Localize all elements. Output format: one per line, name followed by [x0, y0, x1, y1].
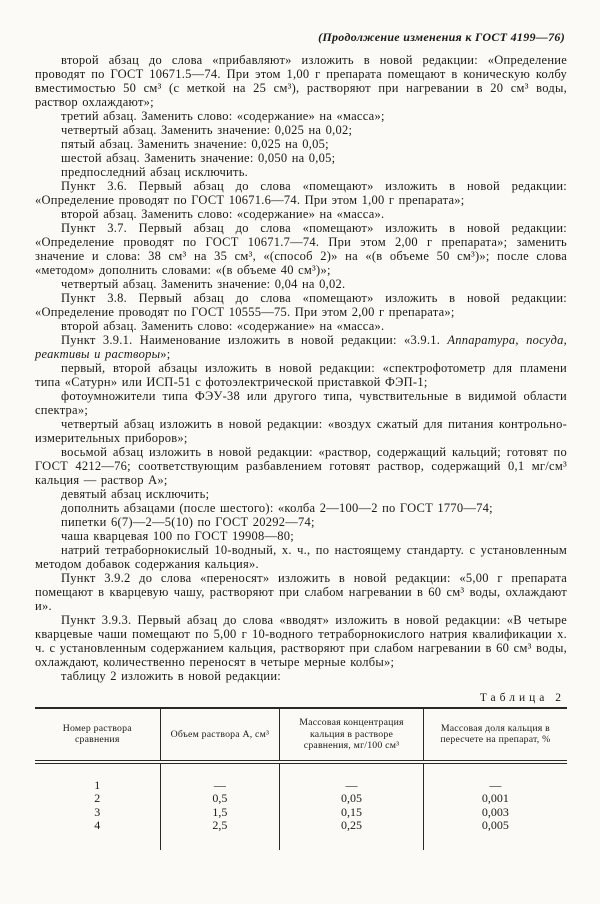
paragraph-text: Пункт 3.7. Первый абзац до слова «помещают» изложить в новой редакции: «Определение проводят по ГОСТ 10671.7—74. При этом 2,00 г препарата»; заменить значение и слова: 38 см³ на 35 см³, «(способ 2)» на «(в объеме 50 см³)»; после слова «методом» дополнить словами: «(в объеме 40 см³)»; [35, 221, 567, 277]
paragraph-text: Аппаратура, посуда, реактивы и растворы [35, 333, 567, 361]
table-cell: 0,003 [481, 804, 509, 819]
paragraph [35, 179, 567, 207]
paragraph [35, 529, 567, 543]
paragraph-text: пятый абзац. Заменить значение: 0,025 на 0,05; [61, 137, 329, 151]
paragraph-text: Пункт 3.8. Первый абзац до слова «помещают» изложить в новой редакции: «Определение проводят по ГОСТ 10555—75. При этом 2,00 г препарата»; [35, 291, 567, 319]
table-caption: Таблица 2 [479, 692, 565, 704]
table-spacer-row [35, 833, 567, 850]
paragraph-text: предпоследний абзац исключить. [61, 165, 249, 179]
table-header-cell: Массовая концентрация кальция в растворе сравнения, мг/100 см³ [280, 708, 424, 762]
table-cell: 4 [35, 819, 160, 833]
paragraph-text: шестой абзац. Заменить значение: 0,050 на 0,05; [61, 151, 336, 165]
paragraph [35, 487, 567, 501]
table-cell: 0,001 [481, 791, 509, 805]
paragraph-text: фотоумножители типа ФЭУ-38 или другого типа, чувствительные в видимой области спектра»; [35, 389, 567, 417]
paragraph [35, 319, 567, 333]
paragraph-text: таблицу 2 изложить в новой редакции: [61, 669, 281, 683]
table-cell: 1,5 [160, 806, 280, 820]
paragraph [35, 165, 567, 179]
paragraph-text: второй абзац до слова «прибавляют» изложить в новой редакции: «Определение проводят по ГОСТ 10671.5—74. При этом 1,00 г препарата помещают в коническую колбу вместимостью 50 см³ (с меткой на 25 см³), растворяют при нагревании в 20 см³ воды, раствор охлаждают»; [35, 53, 567, 109]
table-cell [423, 833, 567, 850]
paragraph [35, 221, 567, 277]
paragraph-text: Пункт 3.6. Первый абзац до слова «помещают» изложить в новой редакции: «Определение проводят по ГОСТ 10671.6—74. При этом 1,00 г препарата»; [35, 179, 567, 207]
paragraph-text: восьмой абзац изложить в новой редакции: «раствор, содержащий кальций; готовят по ГОСТ 4212—76; соответствующим разбавлением готовят раствор, содержащий 0,1 мг/см³ кальция — раствор А»; [35, 445, 567, 487]
paragraph [35, 291, 567, 319]
table-cell: 2 [35, 792, 160, 806]
reference-table [35, 707, 567, 850]
paragraph [35, 501, 567, 515]
table-row [35, 806, 567, 820]
paragraph [35, 445, 567, 487]
table-cell: 1 [35, 762, 160, 793]
table-header-cell: Номер раствора сравнения [35, 708, 160, 762]
paragraph [35, 123, 567, 137]
paragraph-text: натрий тетраборнокислый 10-водный, х. ч., по настоящему стандарту. с установленным методом добавок содержания кальция». [35, 543, 567, 571]
table-cell: 2,5 [160, 819, 280, 833]
paragraph [35, 151, 567, 165]
table-cell: 0,15 [280, 806, 424, 820]
paragraph-text: девятый абзац исключить; [61, 487, 210, 501]
table-row [35, 792, 567, 806]
paragraph-text: второй абзац. Заменить слово: «содержание» на «масса». [61, 207, 385, 221]
paragraph [35, 571, 567, 613]
page-header-note: (Продолжение изменения к ГОСТ 4199—76) [318, 30, 565, 44]
paragraph [35, 669, 567, 683]
paragraph-text: второй абзац. Заменить слово: «содержание» на «масса». [61, 319, 385, 333]
paragraph [35, 53, 567, 109]
table-row [35, 819, 567, 833]
document-body-text [35, 53, 567, 683]
table-header-cell: Объем раствора А, см³ [160, 708, 280, 762]
table-row [35, 762, 567, 793]
paragraph-text: третий абзац. Заменить слово: «содержание» на «масса»; [61, 109, 385, 123]
paragraph-text: чаша кварцевая 100 по ГОСТ 19908—80; [61, 529, 294, 543]
table-header-row [35, 708, 567, 762]
paragraph-text: четвертый абзац. Заменить значение: 0,04 на 0,02. [61, 277, 346, 291]
paragraph [35, 389, 567, 417]
paragraph-text: пипетки 6(7)—2—5(10) по ГОСТ 20292—74; [61, 515, 315, 529]
table-cell: 3 [35, 806, 160, 820]
paragraph [35, 207, 567, 221]
paragraph [35, 333, 567, 361]
paragraph [35, 543, 567, 571]
table-cell [35, 833, 160, 850]
table-cell [280, 833, 424, 850]
table-cell: — [280, 762, 424, 793]
paragraph [35, 515, 567, 529]
paragraph [35, 613, 567, 669]
paragraph-text: четвертый абзац изложить в новой редакции: «воздух сжатый для питания контрольно-измерительных приборов»; [35, 417, 567, 445]
table-cell [160, 833, 280, 850]
paragraph-text: дополнить абзацами (после шестого): «колба 2—100—2 по ГОСТ 1770—74; [61, 501, 493, 515]
table-cell: — [489, 777, 502, 792]
table-cell: 0,25 [280, 819, 424, 833]
paragraph-text: четвертый абзац. Заменить значение: 0,025 на 0,02; [61, 123, 353, 137]
paragraph-text: Пункт 3.9.2 до слова «переносят» изложить в новой редакции: «5,00 г препарата помещают в кварцевую чашу, растворяют при слабом нагревании в 60 см³ воды, охлаждают и». [35, 571, 567, 613]
table-cell: 0,005 [481, 818, 509, 832]
paragraph [35, 277, 567, 291]
table-cell: 0,5 [160, 792, 280, 806]
paragraph-text: »; [160, 347, 171, 361]
paragraph [35, 137, 567, 151]
paragraph [35, 361, 567, 389]
paragraph-text: Пункт 3.9.3. Первый абзац до слова «вводят» изложить в новой редакции: «В четыре кварцевые чаши помещают по 5,00 г 10-водного тетраборнокислого натрия квалификации х. ч. с установленным содержанием кальция, растворяют при слабом нагревании в 60 см³ воды, охлаждают, количественно переносят в четыре мерные колбы»; [35, 613, 567, 669]
paragraph [35, 417, 567, 445]
table-header-cell: Массовая доля кальция в пересчете на препарат, % [423, 708, 567, 762]
table-cell: — [160, 762, 280, 793]
paragraph-text: Пункт 3.9.1. Наименование изложить в новой редакции: «3.9.1. [61, 333, 448, 347]
paragraph-text: первый, второй абзацы изложить в новой редакции: «спектрофотометр для пламени типа «Сатурн» или ИСП-51 с фотоэлектрической приставкой ФЭП-1; [35, 361, 567, 389]
table-cell: 0,05 [280, 792, 424, 806]
paragraph [35, 109, 567, 123]
